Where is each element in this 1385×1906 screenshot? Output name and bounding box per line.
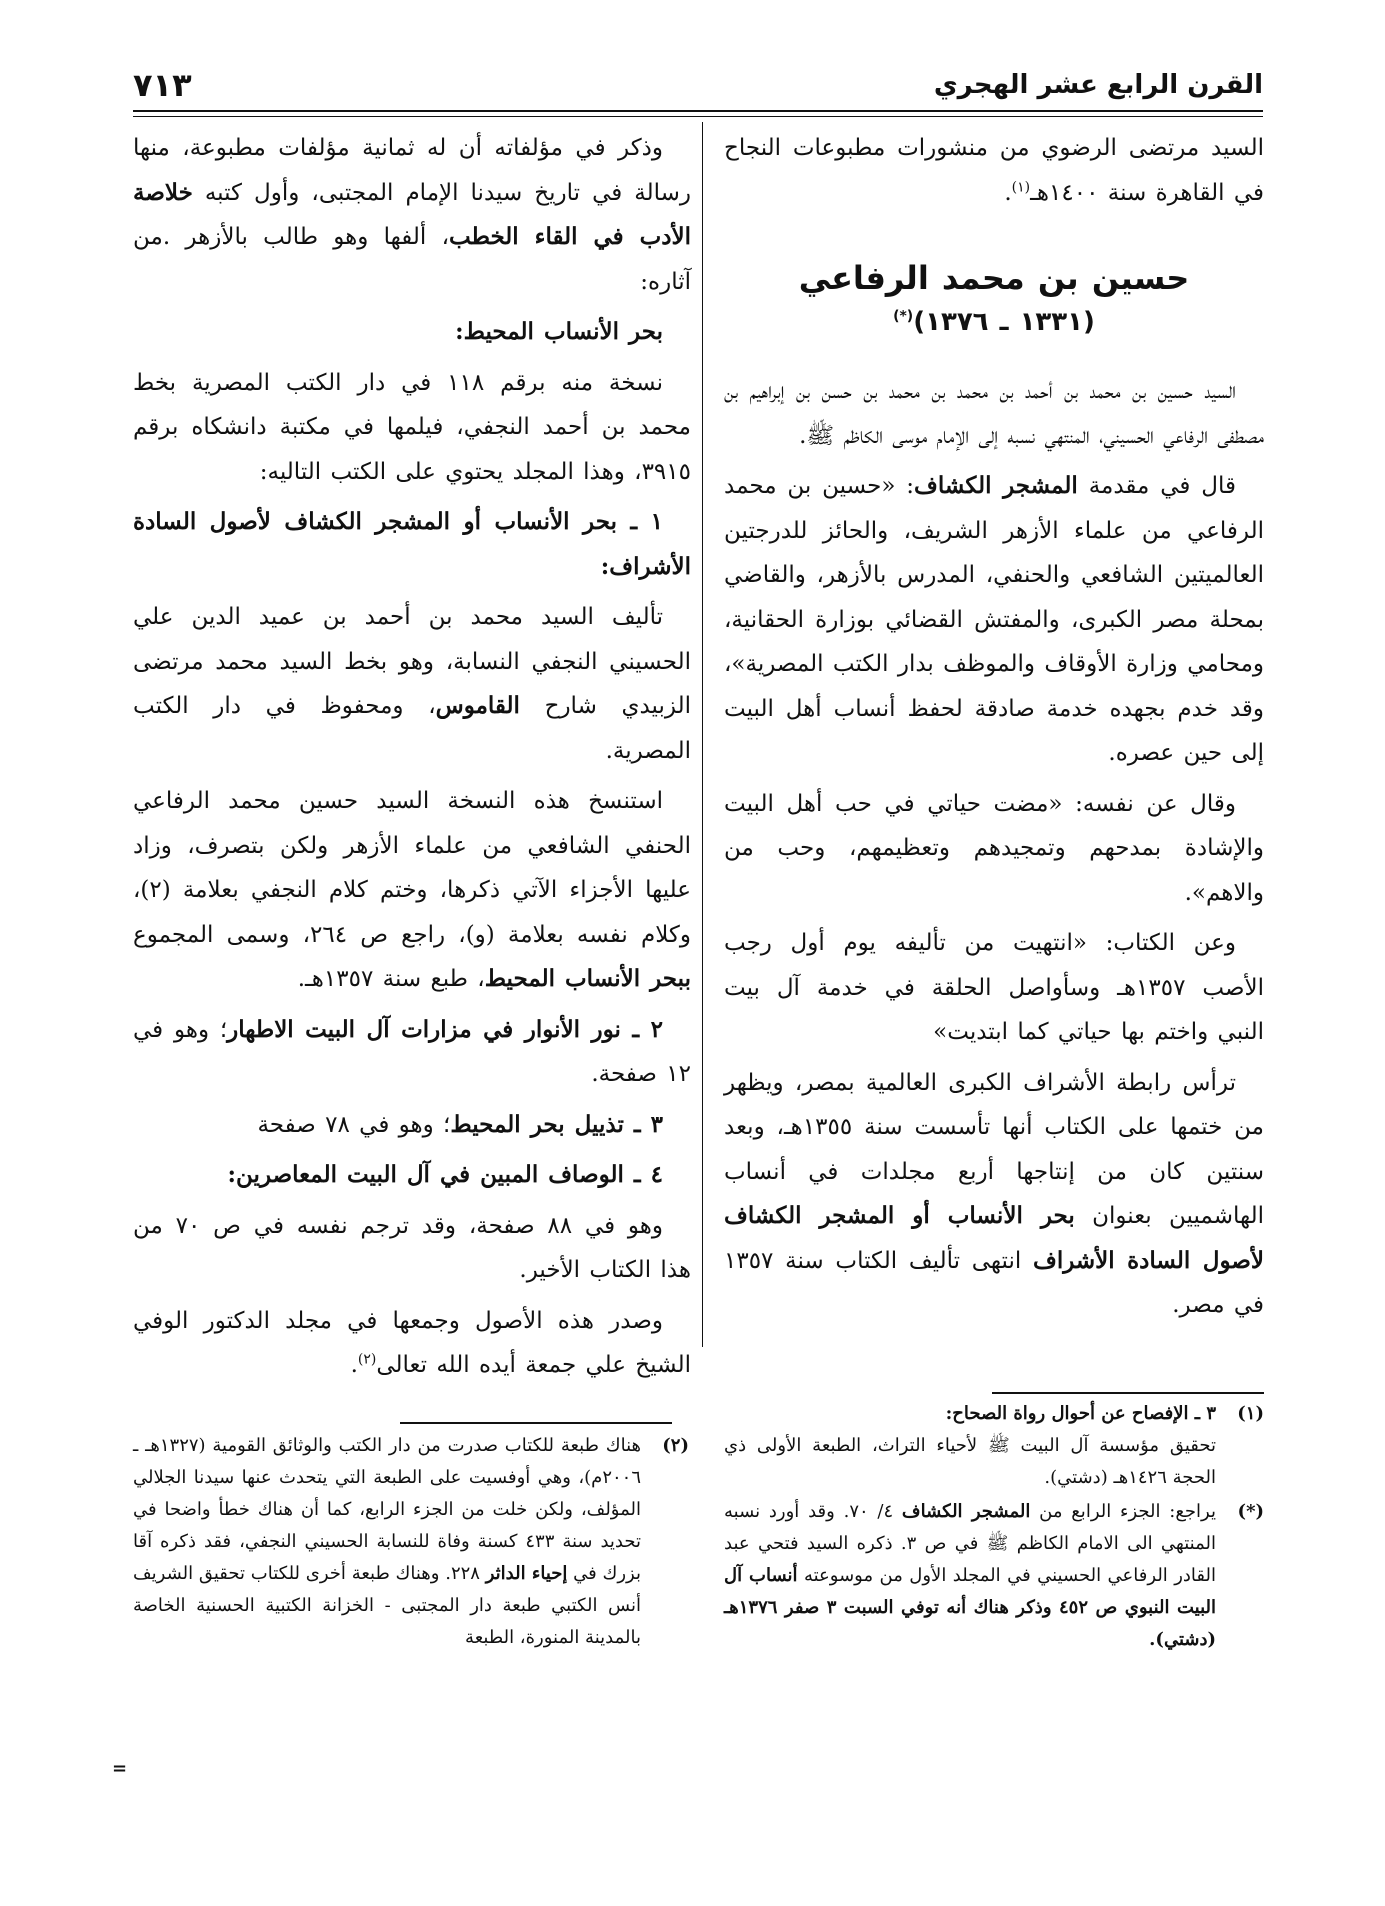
paragraph-copy	[133, 779, 691, 1002]
header-rule	[133, 110, 1263, 112]
list-item-2	[133, 1008, 691, 1097]
book-title-qamus: القاموس	[435, 692, 520, 719]
footnotes-left	[133, 1430, 689, 1656]
p5-text-c: انتهى تأليف الكتاب سنة ١٣٥٧ في مصر.	[724, 1247, 1264, 1318]
footnote-1-title: ٣ ـ الإفصاح عن أحوال رواة الصحاح:	[945, 1403, 1216, 1424]
footnote-1-text: تحقيق مؤسسة آل البيت ﷺ لأحياء التراث، الطبعة الأولى ذي الحجة ١٤٢٦هـ (دشتي).	[724, 1435, 1216, 1488]
paragraph-book-quote: وعن الكتاب: «انتهيت من تأليفه يوم أول رجب الأصب ١٣٥٧هـ وسأواصل الحلقة في خدمة آل بيت النبي واختم بها حياتي كما ابتديت»	[724, 930, 1264, 1045]
fnstar-text-c: ٤/ ٧٠. وقد أورد نسبه المنتهي الى الامام الكاظم ﷺ في ص ٣. ذكره السيد فتحي عبد القادر الرفاعي الحسيني في المجلد الأول من موسوعته	[724, 1501, 1216, 1586]
paragraph-works	[133, 126, 691, 304]
footnote-1	[724, 1398, 1264, 1494]
p2-text-c: : «حسين بن محمد الرفاعي من علماء الأزهر الشريف، والحائز للدرجتين العالميتين الشافعي والحنفي، المدرس بالأزهر، والقاضي بمحلة مصر الكبرى، والمفتش القضائي بوزارة الحقانية، ومحامي وزارة الأوقاف والموظف بدار الكتب المصرية»، وقد خدم بجهده خدمة صادقة لحفظ أنساب أهل البيت إلى حين عصره.	[724, 473, 1264, 766]
subheading-bahr: بحر الأنساب المحيط:	[455, 318, 663, 345]
biography-dates	[724, 303, 1264, 341]
page-number: ٧١٣	[133, 66, 192, 104]
fn2-text-a: هناك طبعة للكتاب صدرت من دار الكتب والوثائق القومية (١٣٢٧هـ ـ ٢٠٠٦م)، وهي أوفسيت على الطبعة التي يتحدث عنها سيدنا الجلالي المؤلف، ولكن خلت من الجزء الرابع، كما أن هناك خطأ واضحا في تحديد سنة ٤٣٣ كسنة وفاة للنسابة الحسيني النجفي، فقد ذكره آقا بزرك في	[133, 1435, 641, 1584]
header-rule-thin	[133, 116, 1263, 117]
works-text-c: ، ألفها وهو طالب بالأزهر .من آثاره:	[133, 224, 691, 295]
biography-title: حسين بن محمد الرفاعي	[798, 259, 1190, 297]
fnstar-text-a: يراجع: الجزء الرابع من	[1030, 1501, 1216, 1522]
copy-text-a: استنسخ هذه النسخة السيد حسين محمد الرفاعي الحنفي الشافعي من علماء الأزهر ولكن بتصرف، وزاد عليها الأجزاء الآتي ذكرها، وختم كلام النجفي بعلامة (٢)، وكلام نفسه بعلامة (و)، راجع ص ٢٦٤، وسمى المجموع	[133, 788, 691, 948]
intro-paragraph	[724, 126, 1264, 215]
book-title-khulasa: خلاصة الأدب في القاء الخطب	[133, 178, 691, 250]
copy-text-c: ، طبع سنة ١٣٥٧هـ.	[297, 966, 485, 992]
footnote-1-body	[724, 1398, 1216, 1494]
item2-text: ؛ وهو في ١٢ صفحة.	[133, 1016, 691, 1087]
paragraph-pages: وهو في ٨٨ صفحة، وقد ترجم نفسه في ص ٧٠ من هذا الكتاب الأخير.	[133, 1212, 691, 1283]
paragraph-self-quote: وقال عن نفسه: «مضت حياتي في حب أهل البيت والإشادة بمدحهم وتمجيدهم وتعظيمهم، وحب من والاهم».	[724, 790, 1264, 906]
paragraph-compiled	[133, 1299, 691, 1388]
footnote-2-marker: (٢)	[662, 1435, 689, 1456]
fnstar-encyclopedia-title: أنساب آل البيت النبوي	[724, 1565, 1216, 1618]
book-title-mushajjar: المشجر الكشاف	[914, 472, 1078, 499]
footnote-2	[133, 1430, 689, 1654]
footnote-ref-star: (*)	[893, 308, 914, 325]
footnote-1-marker: (١)	[1237, 1403, 1264, 1424]
compiled-text: وصدر هذه الأصول وجمعها في مجلد الدكتور الوفي الشيخ علي جمعة أيده الله تعالى	[133, 1307, 691, 1378]
right-column	[724, 126, 1264, 1334]
compiled-end: .	[350, 1352, 358, 1378]
left-column	[133, 126, 691, 1394]
footnote-star-marker: (*)	[1237, 1501, 1264, 1522]
paragraph-lineage: السيد حسين بن محمد بن أحمد بن محمد بن محمد بن حسن بن إبراهيم بن مصطفى الرفاعي الحسيني، المنتهي نسبه إلى الإمام موسى الكاظم ﷺ.	[724, 378, 1264, 449]
running-head: القرن الرابع عشر الهجري	[933, 70, 1263, 100]
footnote-ref-2: (٢)	[357, 1351, 377, 1368]
column-divider	[702, 122, 703, 1347]
paragraph-intro-quote	[724, 464, 1264, 776]
works-text-a: وذكر في مؤلفاته أن له ثمانية مؤلفات مطبوعة، منها رسالة في تاريخ سيدنا الإمام المجتبى، وأول كتبه	[133, 135, 691, 206]
book-title-muhit: ببحر الأنساب المحيط	[484, 965, 691, 992]
footnote-ref-1: (١)	[1011, 178, 1031, 195]
footnotes-right	[724, 1398, 1264, 1658]
fnstar-text-e: ص ٤٥٢ وذكر هناك أنه توفي السبت ٣ صفر ١٣٧٦هـ (دشتي).	[724, 1597, 1216, 1650]
fn2-text-c: ٢٢٨. وهناك طبعة أخرى للكتاب تحقيق الشريف أنس الكتبي طبعة دار المجتبى - الخزانة الكتبية الحسنية الخاصة بالمدينة المنورة، الطبعة	[133, 1563, 641, 1648]
list-item-1: ١ ـ بحر الأنساب أو المشجر الكشاف لأصول السادة الأشراف:	[133, 508, 691, 580]
page-header	[133, 66, 1263, 110]
fnstar-book-title: المشجر الكشاف	[901, 1501, 1031, 1522]
item3-title: ٣ ـ تذييل بحر المحيط	[450, 1110, 663, 1138]
item2-title: ٢ ـ نور الأنوار في مزارات آل البيت الاطهار	[227, 1015, 664, 1043]
author-text-c: ، ومحفوظ في دار الكتب المصرية.	[133, 693, 691, 764]
paragraph-league	[724, 1061, 1264, 1328]
footnote-rule-left	[400, 1422, 672, 1424]
intro-end: .	[1004, 179, 1012, 206]
list-item-4: ٤ ـ الوصاف المبين في آل البيت المعاصرين:	[227, 1161, 663, 1188]
list-item-3	[133, 1103, 691, 1148]
footnote-rule-right	[992, 1392, 1264, 1394]
fn2-book-title: إحياء الداثر	[485, 1563, 568, 1584]
paragraph-author	[133, 595, 691, 773]
intro-text: السيد مرتضى الرضوي من منشورات مطبوعات النجاح في القاهرة سنة ١٤٠٠هـ	[724, 135, 1264, 206]
footnote-star-body	[724, 1496, 1216, 1656]
footnote-star	[724, 1496, 1264, 1656]
book-title-bahr: بحر الأنساب أو المشجر الكشاف لأصول السادة الأشراف	[724, 1202, 1264, 1274]
footnote-2-body	[133, 1430, 641, 1654]
paragraph-manuscript: نسخة منه برقم ١١٨ في دار الكتب المصرية بخط محمد بن أحمد النجفي، فيلمها في مكتبة دانشكاه برقم ٣٩١٥، وهذا المجلد يحتوي على الكتب التاليه:	[133, 369, 691, 485]
continuation-mark: =	[112, 1758, 128, 1779]
dates-text: (١٣٣١ ـ ١٣٧٦)	[913, 307, 1095, 337]
p2-text-a: قال في مقدمة	[1077, 473, 1236, 499]
p5-text-a: ترأس رابطة الأشراف الكبرى العالمية بمصر، ويظهر من ختمها على الكتاب أنها تأسست سنة ١٣٥٥هـ، وبعد سنتين كان من إنتاجها أربع مجلدات في أنساب الهاشميين بعنوان	[724, 1069, 1265, 1229]
item3-text: ؛ وهو في ٧٨ صفحة	[257, 1111, 451, 1138]
author-text-a: تأليف السيد محمد بن أحمد بن عميد الدين علي الحسيني النجفي النسابة، وهو بخط السيد محمد مرتضى الزبيدي شارح	[133, 604, 691, 719]
